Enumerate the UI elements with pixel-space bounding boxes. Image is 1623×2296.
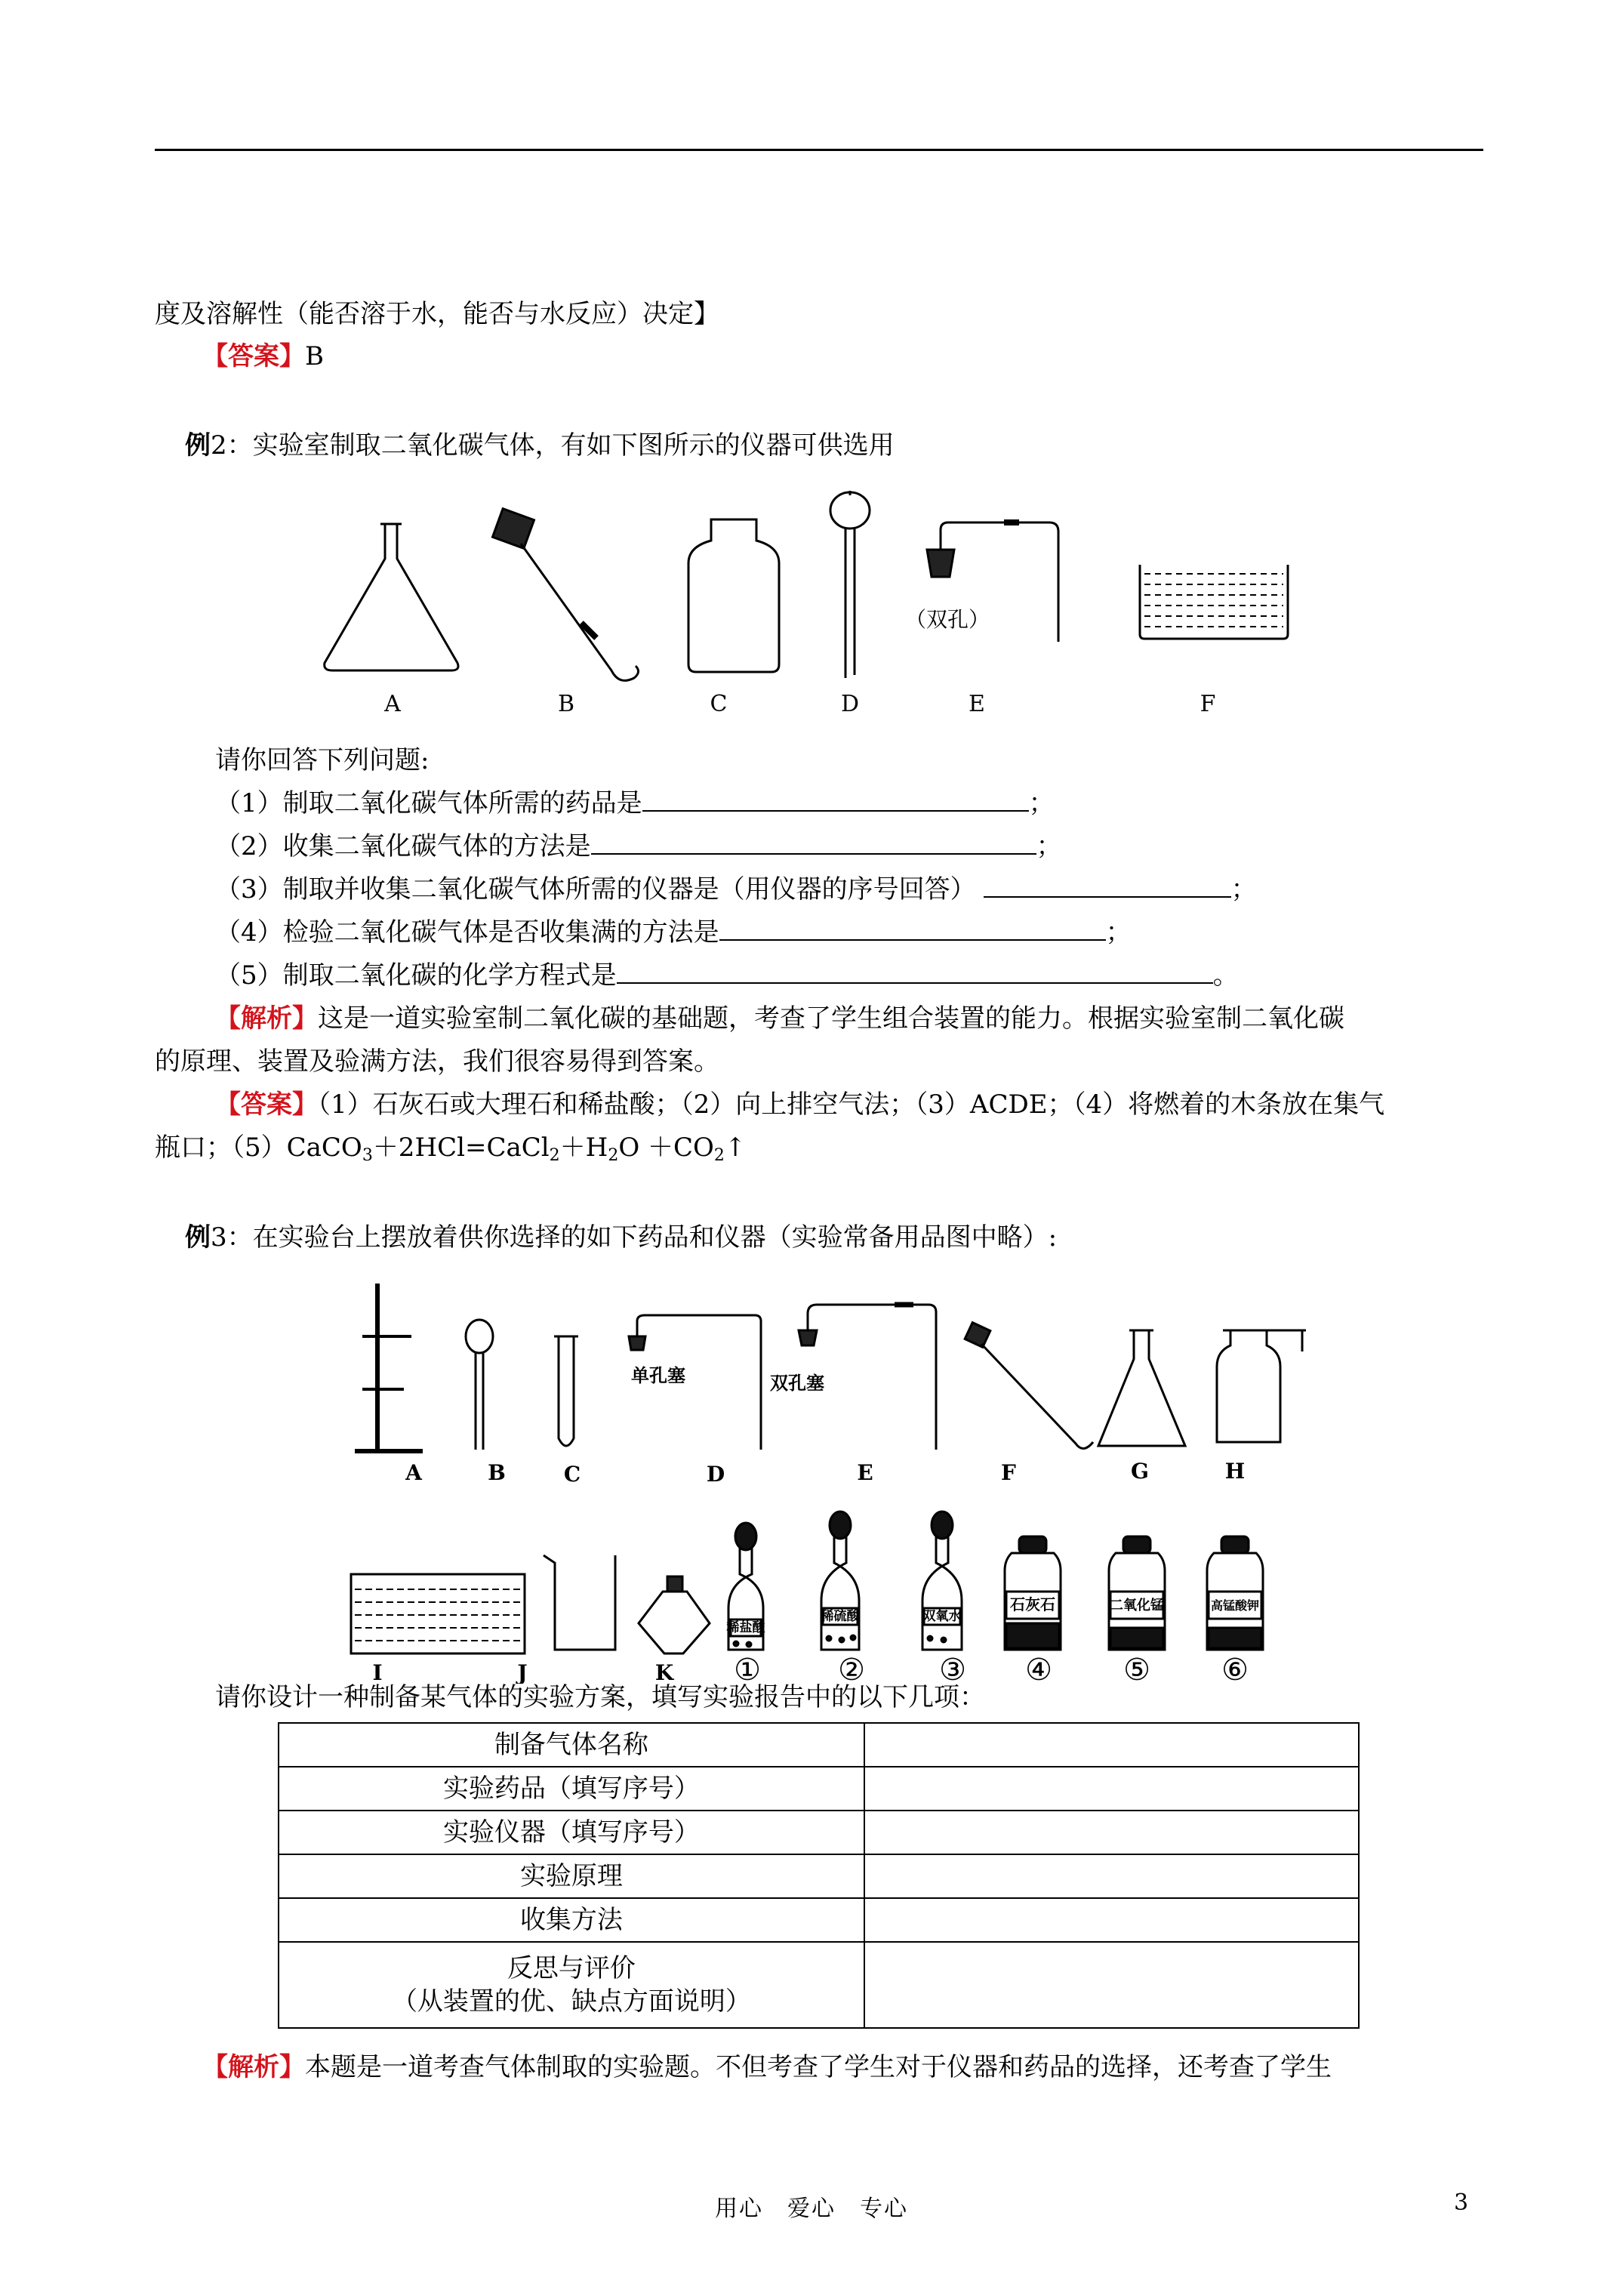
reagent-bottle-5-icon	[1109, 1536, 1165, 1650]
water-trough-icon	[351, 1574, 525, 1653]
table-input-cell[interactable]	[864, 1942, 1359, 2028]
example-3-apparatus-figure	[332, 1276, 1313, 1684]
table-row-label: 收集方法	[279, 1898, 864, 1942]
table-input-cell[interactable]	[864, 1767, 1359, 1811]
bottle-label-6: 高锰酸钾	[1210, 1598, 1260, 1613]
header-rule	[155, 149, 1483, 151]
answer-blank-3[interactable]	[984, 874, 1231, 898]
bottle-label-1: 稀盐酸	[726, 1620, 765, 1635]
example-2-apparatus-figure	[310, 491, 1291, 717]
table-row-label: 制备气体名称	[279, 1723, 864, 1767]
table-row	[279, 1898, 1359, 1942]
semicolon: ；	[1105, 917, 1132, 948]
table-row-label: 实验仪器（填写序号）	[279, 1811, 864, 1854]
answer-blank-4[interactable]	[719, 917, 1106, 941]
water-trough-icon	[1140, 565, 1288, 639]
fig-label-d: D	[840, 691, 860, 717]
fig3-label-3: ③	[939, 1653, 966, 1684]
ex3-prompt: 请你设计一种制备某气体的实验方案，填写实验报告中的以下几项：	[215, 1682, 985, 1712]
question-1-text: （1）制取二氧化碳气体所需的药品是	[215, 788, 642, 818]
fig3-label-k: K	[654, 1660, 674, 1684]
fig3-label-b: B	[488, 1460, 506, 1485]
alcohol-lamp-icon	[639, 1576, 710, 1653]
period: 。	[1212, 960, 1239, 991]
table-row	[279, 1854, 1359, 1898]
answer-blank-5[interactable]	[617, 960, 1213, 984]
equation-part: ＋H	[559, 1133, 608, 1163]
fig-label-e: E	[969, 691, 985, 717]
table-row	[279, 1723, 1359, 1767]
ex2-answer-2	[155, 1131, 746, 1173]
gas-bottle-icon	[1217, 1330, 1306, 1442]
bottle-label-3: 双氧水	[922, 1609, 962, 1624]
single-hole-caption: 单孔塞	[631, 1364, 685, 1386]
table-row-label: 实验药品（填写序号）	[279, 1767, 864, 1811]
answer-blank-1[interactable]	[642, 787, 1029, 812]
conical-flask-icon	[325, 524, 458, 670]
conical-flask-icon	[1098, 1330, 1185, 1446]
ex2-prompt: 请你回答下列问题:	[215, 745, 430, 775]
stopper-tube-icon	[492, 509, 638, 681]
table-row	[279, 1942, 1359, 2028]
gas-bottle-icon	[688, 519, 779, 672]
analysis-text: 本题是一道考查气体制取的实验题。不但考查了学生对于仪器和药品的选择，还考查了学生	[305, 2052, 1332, 2082]
analysis-tag: 【解析】	[215, 1003, 318, 1034]
semicolon: ；	[1028, 788, 1055, 818]
semicolon: ；	[1036, 831, 1062, 861]
table-input-cell[interactable]	[864, 1854, 1359, 1898]
fig-label-a: A	[384, 691, 401, 717]
table-row-label: 实验原理	[279, 1854, 864, 1898]
table-row-label-line: 反思与评价	[507, 1953, 636, 1983]
reagent-bottle-2-icon	[821, 1512, 859, 1650]
fig3-label-6: ⑥	[1221, 1653, 1249, 1684]
table-row-label-line: （从装置的优、缺点方面说明）	[391, 1986, 751, 2017]
equation-part: ＋2HCl=CaCl	[372, 1133, 550, 1163]
question-3-text: （3）制取并收集二氧化碳气体所需的仪器是（用仪器的序号回答）	[215, 874, 976, 905]
table-row	[279, 1811, 1359, 1854]
reagent-bottle-6-icon	[1207, 1536, 1263, 1650]
table-input-cell[interactable]	[864, 1811, 1359, 1854]
fig3-label-i: I	[372, 1660, 383, 1684]
gas-arrow: ↑	[724, 1133, 747, 1163]
fig-label-f: F	[1200, 691, 1216, 717]
answer-value: B	[305, 341, 324, 371]
e-caption: （双孔）	[904, 607, 990, 632]
reagent-bottle-3-icon	[922, 1512, 962, 1650]
fig3-label-c: C	[563, 1462, 581, 1487]
fig3-label-h: H	[1224, 1459, 1246, 1484]
example-2-text: 2：实验室制取二氧化碳气体，有如下图所示的仪器可供选用	[211, 430, 895, 461]
table-row	[279, 1767, 1359, 1811]
semicolon: ；	[1230, 874, 1257, 905]
ex3-analysis	[202, 2051, 1332, 2084]
round-flask-icon	[466, 1320, 493, 1450]
page-number: 3	[1454, 2190, 1469, 2216]
question-5-text: （5）制取二氧化碳的化学方程式是	[215, 960, 617, 991]
question-4-text: （4）检验二氧化碳气体是否收集满的方法是	[215, 917, 719, 948]
answer-tag: 【答案】	[215, 1089, 318, 1120]
question-1	[215, 787, 1055, 820]
subscript: 2	[608, 1146, 619, 1165]
fig3-label-j: J	[517, 1660, 528, 1684]
question-2	[215, 830, 1062, 863]
subscript: 3	[362, 1146, 373, 1165]
fig3-label-1: ①	[734, 1653, 761, 1684]
ex2-answer-1	[215, 1088, 1384, 1121]
table-input-cell[interactable]	[864, 1723, 1359, 1767]
table-row-label	[279, 1942, 864, 2028]
long-neck-funnel-icon	[830, 491, 870, 678]
fig3-label-f: F	[1001, 1460, 1016, 1485]
analysis-text: 这是一道实验室制二氧化碳的基础题，考查了学生组合装置的能力。根据实验室制二氧化碳	[318, 1003, 1344, 1034]
fig3-label-e: E	[857, 1460, 873, 1485]
fig3-label-g: G	[1131, 1459, 1149, 1484]
ex2-analysis-2: 的原理、装置及验满方法，我们很容易得到答案。	[155, 1046, 719, 1077]
equation-part: 瓶口；（5）CaCO	[155, 1133, 362, 1163]
answer-blank-2[interactable]	[591, 831, 1036, 855]
answer-tag: 【答案】	[202, 341, 305, 371]
top-text: 度及溶解性（能否溶于水，能否与水反应）决定】	[155, 299, 719, 329]
double-hole-caption: 双孔塞	[770, 1372, 824, 1394]
example-label: 例	[185, 430, 211, 461]
iron-stand-icon	[355, 1284, 423, 1451]
example-2-title	[185, 429, 895, 462]
question-2-text: （2）收集二氧化碳气体的方法是	[215, 831, 591, 861]
fig-label-b: B	[557, 691, 575, 717]
question-3	[215, 873, 1257, 906]
question-5	[215, 959, 1239, 992]
question-4	[215, 916, 1132, 949]
example-label: 例	[185, 1222, 211, 1253]
beaker-icon	[544, 1555, 615, 1650]
ex2-analysis-1	[215, 1002, 1344, 1035]
fig3-label-a: A	[405, 1460, 422, 1485]
bottle-label-5: 二氧化锰	[1110, 1598, 1164, 1613]
reagent-bottle-4-icon	[1005, 1536, 1061, 1650]
bottle-label-2: 稀硫酸	[821, 1609, 860, 1624]
fig3-label-5: ⑤	[1123, 1653, 1150, 1684]
angled-delivery-tube-icon	[965, 1323, 1093, 1449]
fig3-label-4: ④	[1025, 1653, 1052, 1684]
example-3-text: 3：在实验台上摆放着供你选择的如下药品和仪器（实验常备用品图中略）:	[211, 1222, 1058, 1253]
table-input-cell[interactable]	[864, 1898, 1359, 1942]
fig3-label-d: D	[706, 1462, 725, 1487]
example-3-title	[185, 1221, 1057, 1254]
experiment-report-table	[278, 1722, 1360, 2029]
analysis-tag: 【解析】	[202, 2052, 305, 2082]
page-footer: 用心 爱心 专心	[715, 2196, 908, 2222]
fig-label-c: C	[710, 691, 728, 717]
answer-text: （1）石灰石或大理石和稀盐酸；（2）向上排空气法；（3）ACDE；（4）将燃着的木条放在集气	[318, 1089, 1385, 1120]
equation-part: O ＋CO	[618, 1133, 714, 1163]
test-tube-icon	[554, 1336, 578, 1446]
answer-1-line	[202, 340, 324, 373]
subscript: 2	[549, 1146, 560, 1165]
bottle-label-4: 石灰石	[1010, 1595, 1055, 1613]
subscript: 2	[713, 1146, 725, 1165]
fig3-label-2: ②	[838, 1653, 865, 1684]
